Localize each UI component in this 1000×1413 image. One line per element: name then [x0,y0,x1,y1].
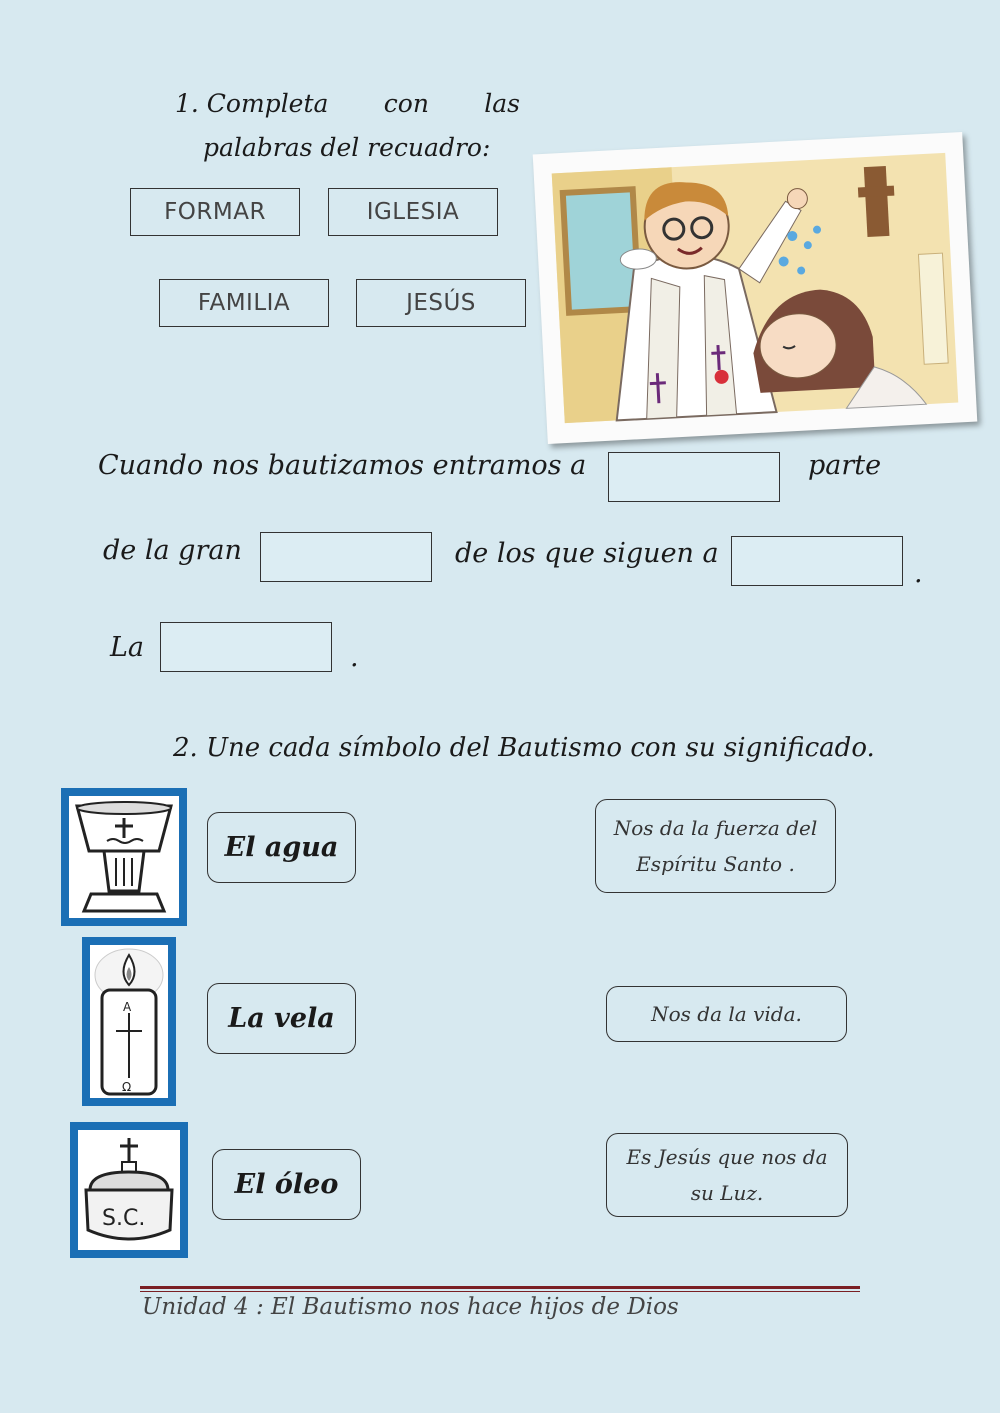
exercise2-title: 2. Une cada símbolo del Bautismo con su significado. [173,733,875,763]
symbol-font[interactable] [61,788,187,926]
sentence-part4: de los que siguen a [455,538,719,569]
word-bank-jesus[interactable]: JESÚS [356,279,526,327]
meaning-line: Nos da la fuerza del [613,816,818,840]
sentence-part3: de la gran [103,535,242,566]
svg-text:Ω: Ω [122,1080,132,1094]
oil-vessel-icon [78,1130,180,1250]
exercise1-title [175,82,520,170]
meaning-espiritu[interactable] [595,799,836,893]
blank-2[interactable] [260,532,432,582]
meaning-line: Es Jesús que nos da [626,1145,828,1169]
meaning-line: Espíritu Santo . [636,852,795,876]
sentence-part2: parte [808,450,882,481]
meaning-luz[interactable] [606,1133,848,1217]
baptism-scene-icon [533,132,978,444]
sentence-part5: . [914,558,923,589]
blank-1[interactable] [608,452,780,502]
word-bank-familia[interactable]: FAMILIA [159,279,329,327]
meaning-line: Nos da la vida. [651,1002,802,1026]
footer-text: Unidad 4 : El Bautismo nos hace hijos de Dios [142,1294,679,1320]
footer-rule [140,1286,860,1289]
sentence-part6: La [110,632,145,663]
title-line2: palabras del recuadro: [203,133,491,162]
label-la-vela[interactable]: La vela [207,983,356,1054]
label-el-agua[interactable]: El agua [207,812,356,883]
label-el-oleo[interactable]: El óleo [212,1149,361,1220]
symbol-candle[interactable] [82,937,176,1106]
title-word: las [484,89,520,118]
oil-letters: S.C. [102,1206,146,1231]
word-bank-iglesia[interactable]: IGLESIA [328,188,498,236]
sentence-part7: . [350,642,359,673]
sentence-part1: Cuando nos bautizamos entramos a [98,450,587,481]
title-word: con [383,89,429,118]
title-word: 1. Completa [175,89,329,118]
svg-text:A: A [123,1000,132,1014]
blank-4[interactable] [160,622,332,672]
meaning-line: su Luz. [690,1181,764,1205]
word-bank-formar[interactable]: FORMAR [130,188,300,236]
blank-3[interactable] [731,536,903,586]
meaning-vida[interactable] [606,986,847,1042]
symbol-oil[interactable] [70,1122,188,1258]
baptismal-font-icon [69,796,179,918]
candle-icon [90,945,168,1098]
baptism-illustration [533,132,978,444]
footer-rule-thin [140,1291,860,1292]
